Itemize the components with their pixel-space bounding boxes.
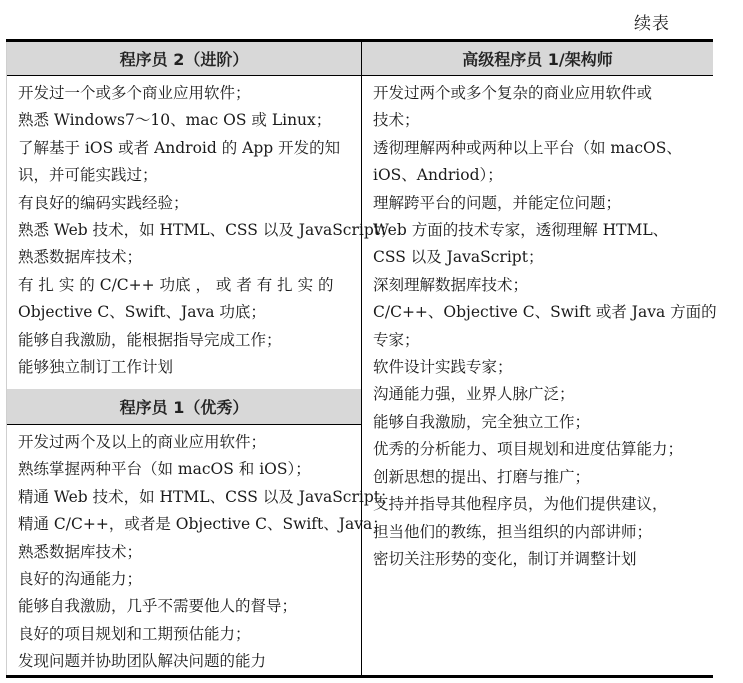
list-item: 密切关注形势的变化，制订并调整计划: [373, 549, 637, 568]
list-item: 熟悉 Windows7～10、mac OS 或 Linux；: [18, 111, 332, 130]
list-item: 有 扎 实 的 C/C++ 功底 ， 或 者 有 扎 实 的: [18, 275, 334, 294]
list-item: Web 方面的技术专家，透彻理解 HTML、: [373, 221, 669, 240]
list-item: C/C++、Objective C、Swift 或者 Java 方面的: [373, 303, 717, 322]
column-right: [361, 42, 717, 675]
list-item: 开发过两个及以上的商业应用软件；: [18, 433, 267, 451]
list-item: 良好的项目规划和工期预估能力；: [18, 624, 251, 643]
list-item: 有良好的编码实践经验；: [18, 193, 189, 212]
list-item: Objective C、Swift、Java 功底；: [18, 303, 266, 322]
list-item: 能够自我激励，能根据指导完成工作；: [18, 330, 282, 349]
list-item: 熟悉 Web 技术，如 HTML、CSS 以及 JavaScript；: [18, 221, 396, 240]
list-item: CSS 以及 JavaScript；: [373, 248, 544, 267]
list-item: 发现问题并协助团队解决问题的能力: [18, 652, 267, 671]
list-item: 支持并指导其他程序员，为他们提供建议，: [373, 495, 668, 514]
list-item: 熟悉数据库技术；: [18, 542, 143, 561]
list-item: 能够独立制订工作计划: [18, 358, 174, 377]
list-item: 透彻理解两种或两种以上平台（如 macOS、: [373, 138, 682, 157]
list-item: 识，并可能实践过；: [18, 166, 158, 185]
list-item: 熟悉数据库技术；: [18, 248, 143, 267]
list-item: 了解基于 iOS 或者 Android 的 App 开发的知: [18, 138, 341, 157]
column-left: [6, 42, 396, 675]
list-item: 开发过两个或多个复杂的商业应用软件或: [373, 84, 653, 102]
list-item: 优秀的分析能力、项目规划和进度估算能力；: [373, 440, 684, 459]
list-item: 开发过一个或多个商业应用软件；: [18, 84, 251, 102]
list-item: 技术；: [373, 111, 420, 130]
list-item: 良好的沟通能力；: [18, 570, 143, 589]
table-caption-continued: 续表: [634, 14, 670, 34]
list-item: iOS、Andriod）；: [373, 166, 503, 185]
list-item: 精通 C/C++，或者是 Objective C、Swift、Java；: [18, 515, 388, 534]
header-programmer-2: 程序员 2（进阶）: [7, 42, 361, 76]
list-programmer-2: [7, 76, 396, 381]
list-item: 能够自我激励，完全独立工作；: [373, 412, 591, 431]
comparison-table: [6, 39, 717, 678]
list-item: 精通 Web 技术，如 HTML、CSS 以及 JavaScript；: [18, 487, 396, 506]
list-programmer-1: [7, 425, 396, 676]
list-item: 深刻理解数据库技术；: [373, 275, 529, 294]
list-item: 理解跨平台的问题，并能定位问题；: [373, 193, 622, 212]
list-senior-architect: [362, 76, 717, 573]
list-item: 沟通能力强，业界人脉广泛；: [373, 385, 575, 404]
list-item: 熟练掌握两种平台（如 macOS 和 iOS）；: [18, 460, 311, 479]
list-item: 专家；: [373, 330, 420, 349]
header-programmer-1: 程序员 1（优秀）: [7, 389, 361, 425]
list-item: 创新思想的提出、打磨与推广；: [373, 467, 591, 486]
list-item: 能够自我激励，几乎不需要他人的督导；: [18, 597, 298, 616]
list-item: 担当他们的教练，担当组织的内部讲师；: [373, 522, 653, 541]
header-senior-architect: 高级程序员 1/架构师: [362, 42, 713, 76]
list-item: 软件设计实践专家；: [373, 358, 513, 377]
